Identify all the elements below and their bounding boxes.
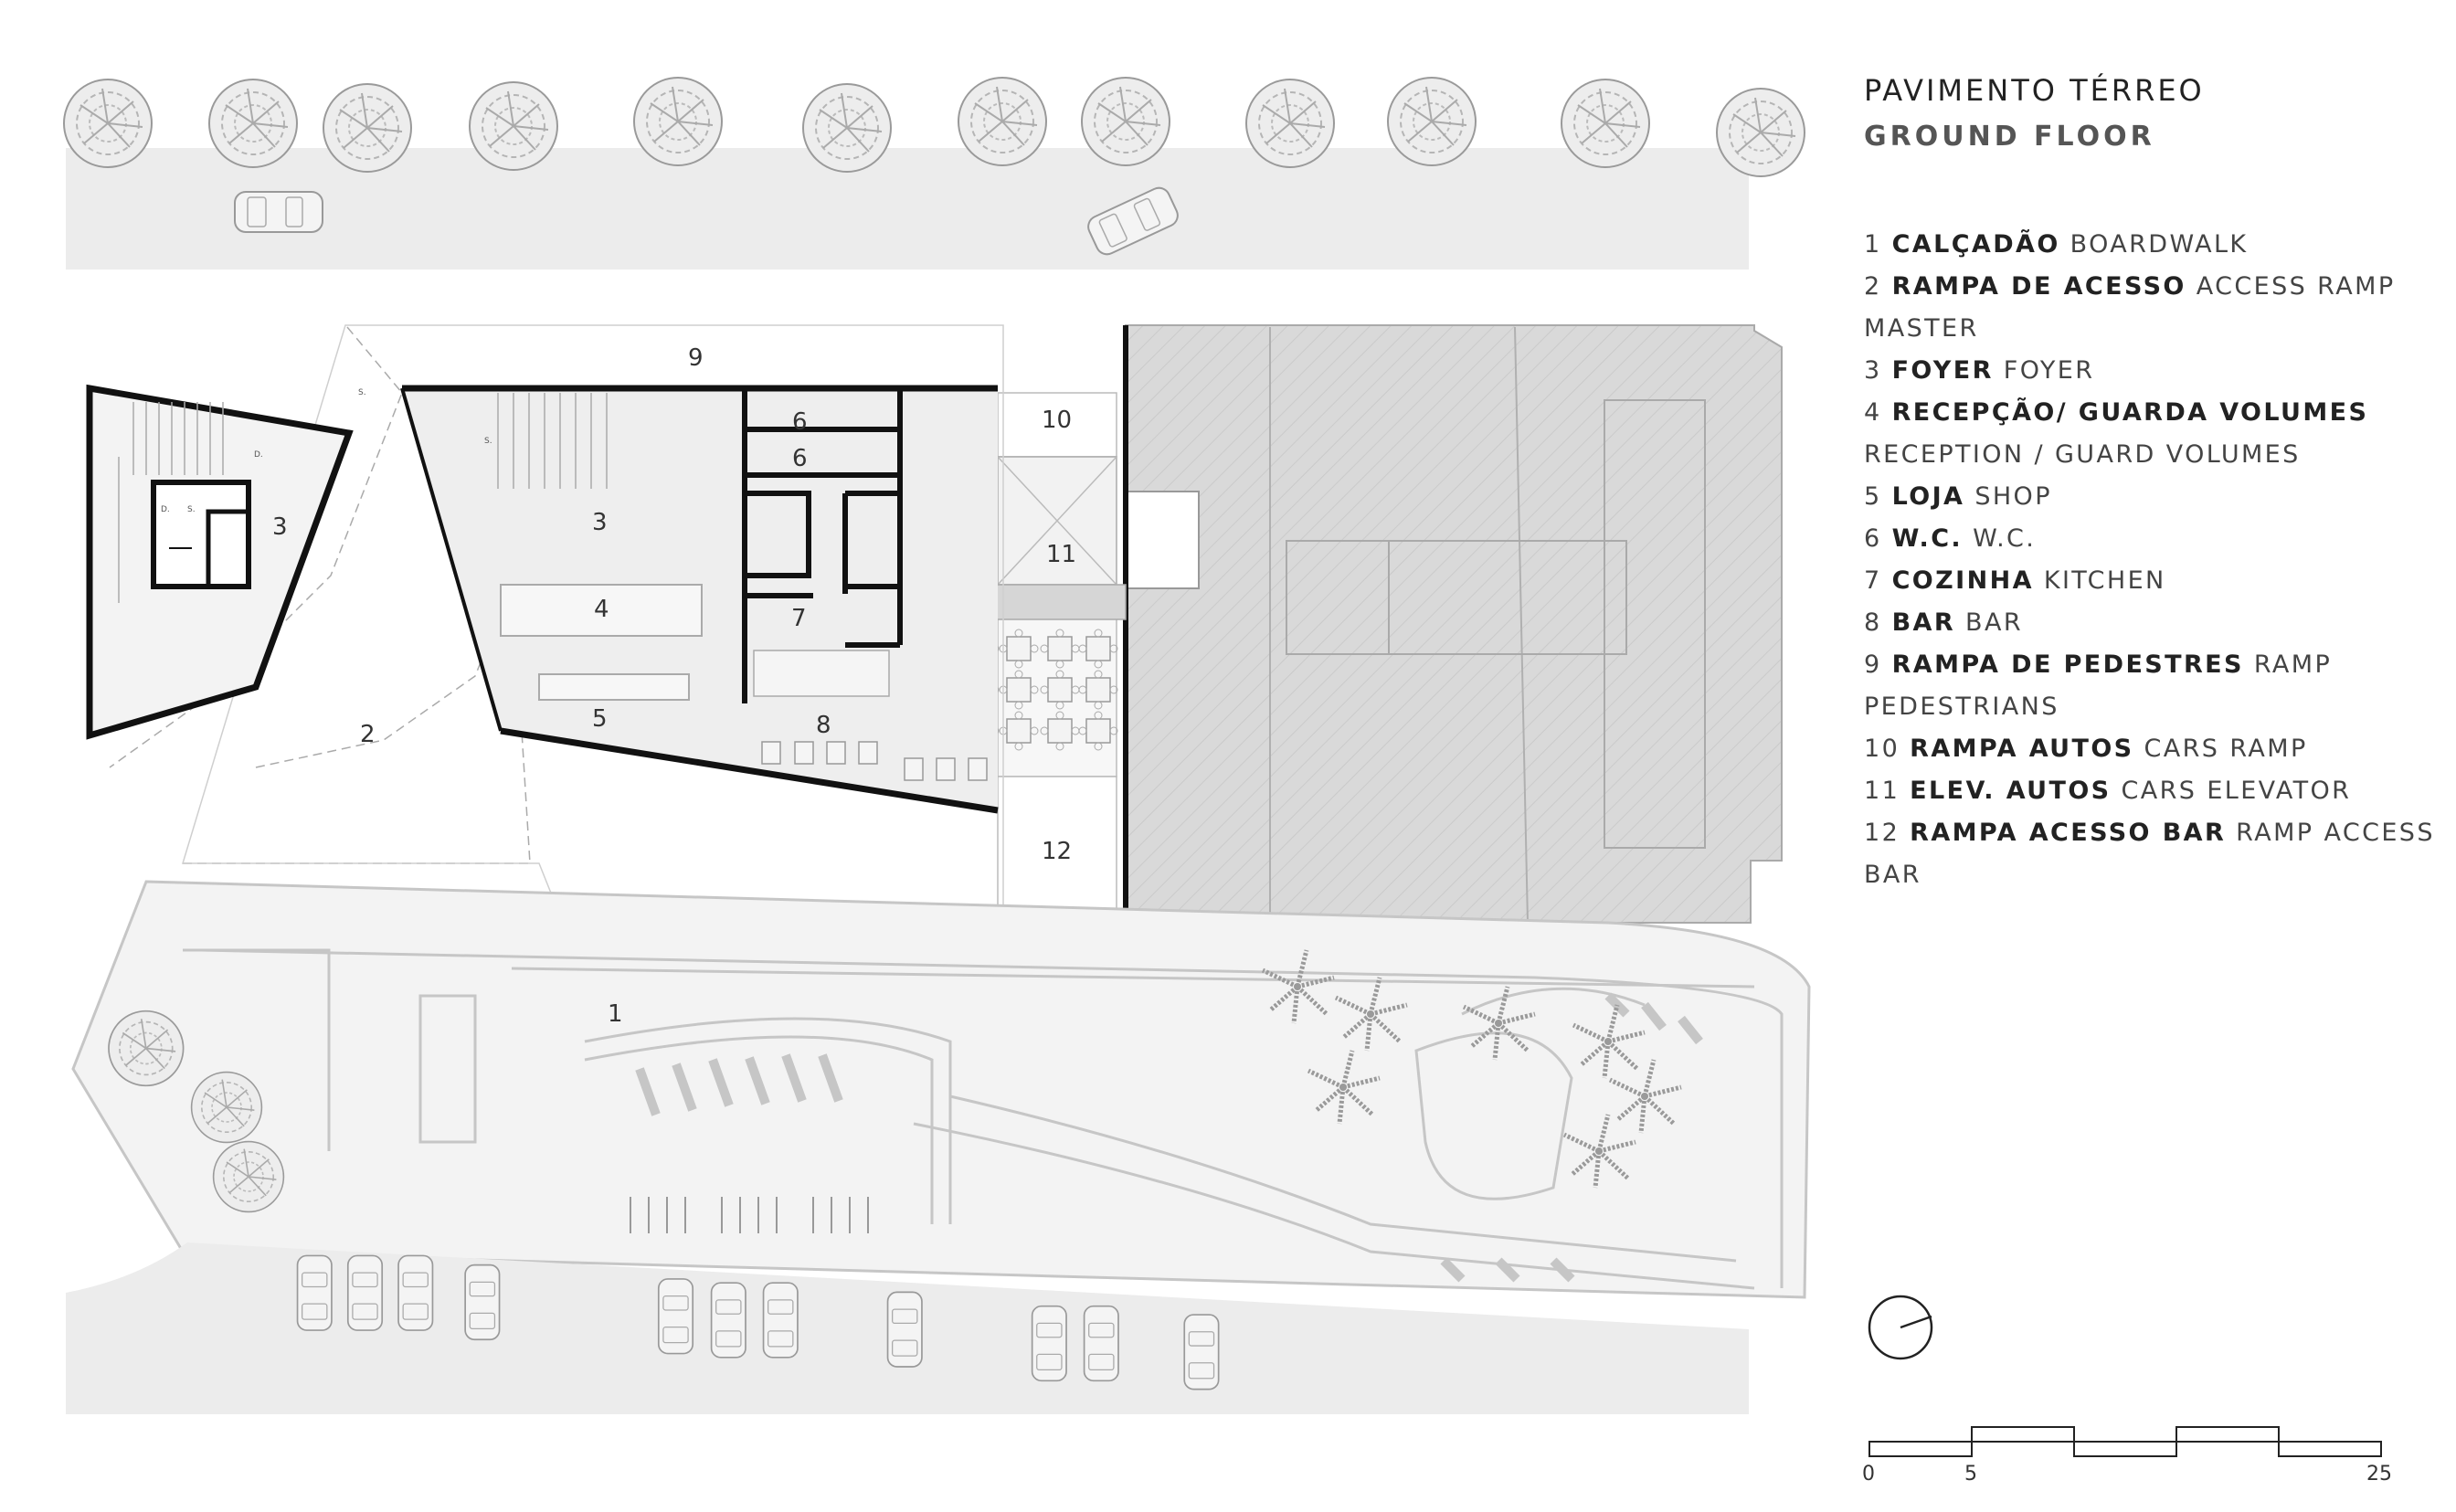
scale-tick: 25 [2366,1463,2392,1486]
legend-panel [1864,73,2449,896]
legend-item: 4 RECEPÇÃO/ GUARDA VOLUMES RECEPTION / GUARD VOLUMES [1864,398,2369,469]
legend-item: 2 RAMPA DE ACESSO ACCESS RAMP MASTER [1864,272,2396,343]
room-label-8: 8 [816,712,831,739]
legend-item: 6 W.C. W.C. [1864,524,2037,553]
north-arrow-icon [1864,1293,1946,1375]
room-label-12: 12 [1042,838,1073,865]
room-label-9: 9 [688,344,704,372]
room-label-6: 6 [792,408,808,436]
legend-item: 1 CALÇADÃO BOARDWALK [1864,230,2249,259]
stair-block-left [90,388,349,735]
legend-item: 9 RAMPA DE PEDESTRES RAMP PEDESTRIANS [1864,650,2333,721]
legend-item: 10 RAMPA AUTOS CARS RAMP [1864,735,2308,763]
room-label-3: 3 [272,513,288,541]
plan-title: PAVIMENTO TÉRREO [1864,73,2205,108]
scale-tick: 5 [1964,1463,1977,1486]
stair-mark: S. [187,505,196,514]
boardwalk [73,882,1809,1297]
room-label-1: 1 [608,1000,623,1028]
legend-list [1864,224,2449,896]
scale-tick: 0 [1862,1463,1875,1486]
legend-item: 11 ELEV. AUTOS CARS ELEVATOR [1864,777,2352,805]
scale-bar [1855,1407,2421,1498]
stair-mark: D. [161,505,170,514]
room-label-10: 10 [1042,407,1073,434]
room-label-3: 3 [592,509,608,536]
legend-item: 7 COZINHA KITCHEN [1864,566,2166,595]
legend-item: 8 BAR BAR [1864,608,2023,637]
room-label-6: 6 [792,445,808,472]
legend-item: 3 FOYER FOYER [1864,356,2095,385]
legend-item: 12 RAMPA ACESSO BAR RAMP ACCESS BAR [1864,819,2435,889]
stair-mark: S. [358,388,366,397]
room-label-7: 7 [791,605,807,632]
room-label-5: 5 [592,705,608,733]
stair-mark: S. [484,437,492,446]
stair-mark: D. [254,450,263,460]
room-label-2: 2 [360,721,376,748]
adjacent-building [1126,325,1782,936]
car [235,192,323,232]
legend-item: 5 LOJA SHOP [1864,482,2052,511]
main-volume [402,388,998,810]
plan-subtitle: GROUND FLOOR [1864,121,2155,153]
room-label-11: 11 [1046,541,1077,568]
room-label-4: 4 [594,596,609,623]
